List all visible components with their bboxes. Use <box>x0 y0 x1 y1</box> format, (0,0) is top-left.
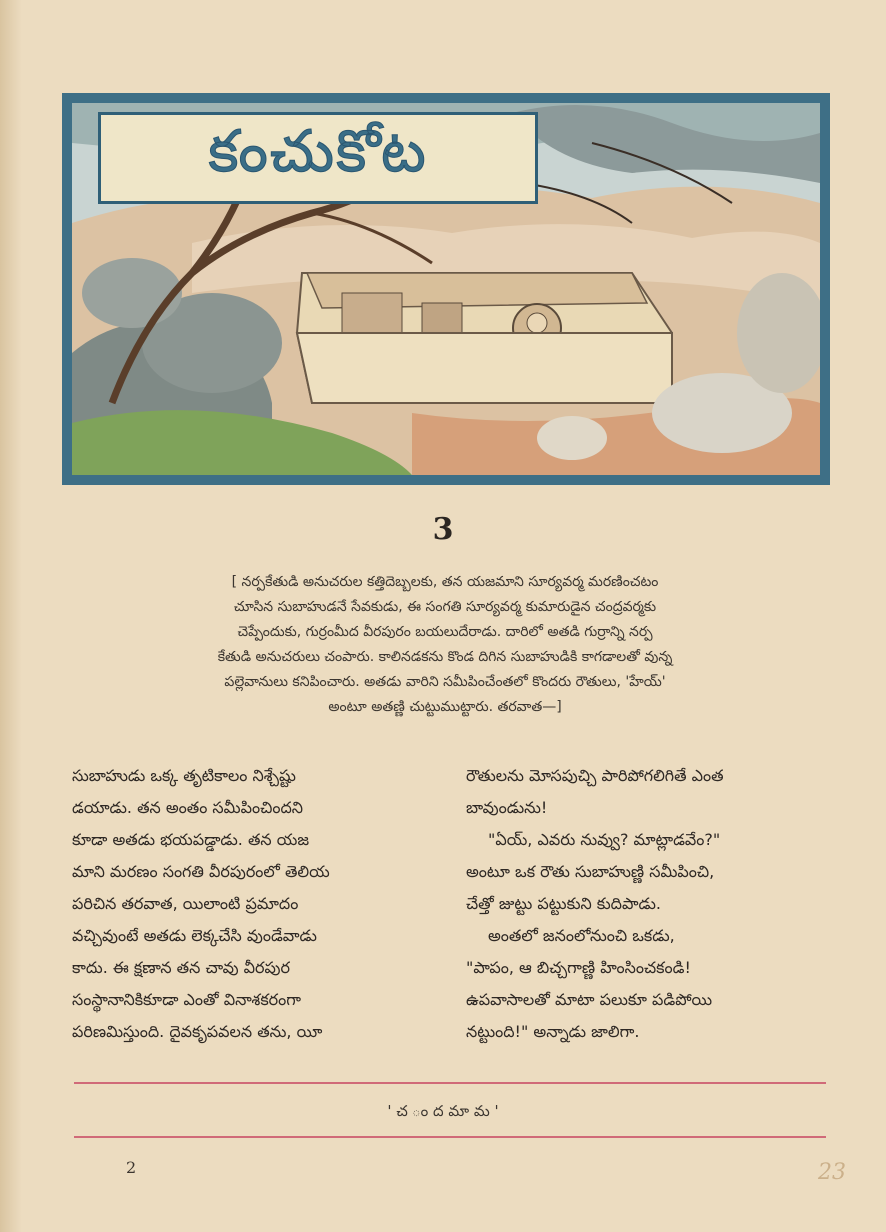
handwritten-page-mark: 23 <box>818 1160 846 1185</box>
page-edge-shadow <box>0 0 22 1232</box>
body-line: "ఏయ్, ఎవరు నువ్వు? మాట్లాడవేం?" <box>488 830 721 849</box>
summary-line: పల్లెవానులు కనిపించారు. అతడు వారిని సమీపించేంతలో కొందరు రౌతులు, 'హేయ్' <box>224 674 666 690</box>
body-line: "పాపం, ఆ బిచ్చగాణ్ణి హింసించకండి! <box>466 958 691 977</box>
body-line: బావుండును! <box>466 798 548 817</box>
magazine-name: ' చ ం ద మా మ ' <box>387 1102 499 1120</box>
story-title-box <box>98 112 538 204</box>
page-number: 2 <box>126 1158 137 1177</box>
body-text-right-column <box>466 760 846 1048</box>
summary-line: [ నర్పకేతుడి అనుచరుల కత్తిదెబ్బలకు, తన యజమాని సూర్యవర్మ మరణించటం <box>231 574 659 590</box>
chapter-number: 3 <box>432 512 454 547</box>
body-line: అంతలో జనంలోనుంచి ఒకడు, <box>488 926 675 945</box>
body-line: పరిణమిస్తుంది. దైవకృపవలన తను, యీ <box>72 1022 323 1041</box>
body-line: మాని మరణం సంగతి వీరపురంలో తెలియ <box>72 862 330 881</box>
summary-line: అంటూ అతణ్ణి చుట్టుముట్టారు. తరవాత—] <box>328 699 562 715</box>
body-line: నట్టుంది!" అన్నాడు జాలిగా. <box>466 1022 640 1041</box>
body-line: ఉపవాసాలతో మాటా పలుకూ పడిపోయి <box>466 990 713 1009</box>
summary-line: చెప్పేందుకు, గుర్రంమీద వీరపురం బయలుదేరాడు. దారిలో అతడి గుర్రాన్ని నర్ప <box>237 624 653 640</box>
story-title: కంచుకోట <box>208 116 428 185</box>
body-line: చేత్తో జుట్టు పట్టుకుని కుదిపాడు. <box>466 894 661 913</box>
body-line: కూడా అతడు భయపడ్డాడు. తన యజ <box>72 830 310 849</box>
body-line: రౌతులను మోసపుచ్చి పారిపోగలిగితే ఎంత <box>466 766 724 785</box>
summary-line: చూసిన సుబాహుడనే సేవకుడు, ఈ సంగతి సూర్యవర్మ కుమారుడైన చంద్రవర్మకు <box>233 599 657 615</box>
body-line: వచ్చివుంటే అతడు లెక్కచేసి వుండేవాడు <box>72 926 317 945</box>
body-line: సుబాహుడు ఒక్క తృటికాలం నిశ్చేష్టు <box>72 766 296 785</box>
body-line: డయాడు. తన అంతం సమీపించిందని <box>72 798 303 817</box>
body-line: సంస్థానానికికూడా ఎంతో వినాశకరంగా <box>72 990 302 1009</box>
body-text-left-column <box>72 760 452 1048</box>
body-line: అంటూ ఒక రౌతు సుబాహుణ్ణి సమీపించి, <box>466 862 715 881</box>
body-line: కాదు. ఈ క్షణాన తన చావు వీరపుర <box>72 958 290 977</box>
footer-top-rule <box>74 1082 826 1084</box>
summary-line: కేతుడి అనుచరులు చంపారు. కాలినడకను కొండ దిగిన సుబాహుడికి కాగడాలతో వున్న <box>217 649 673 665</box>
footer-bottom-rule <box>74 1136 826 1138</box>
body-line: పరిచిన తరవాత, యిలాంటి ప్రమాదం <box>72 894 299 913</box>
previous-summary <box>100 570 790 720</box>
